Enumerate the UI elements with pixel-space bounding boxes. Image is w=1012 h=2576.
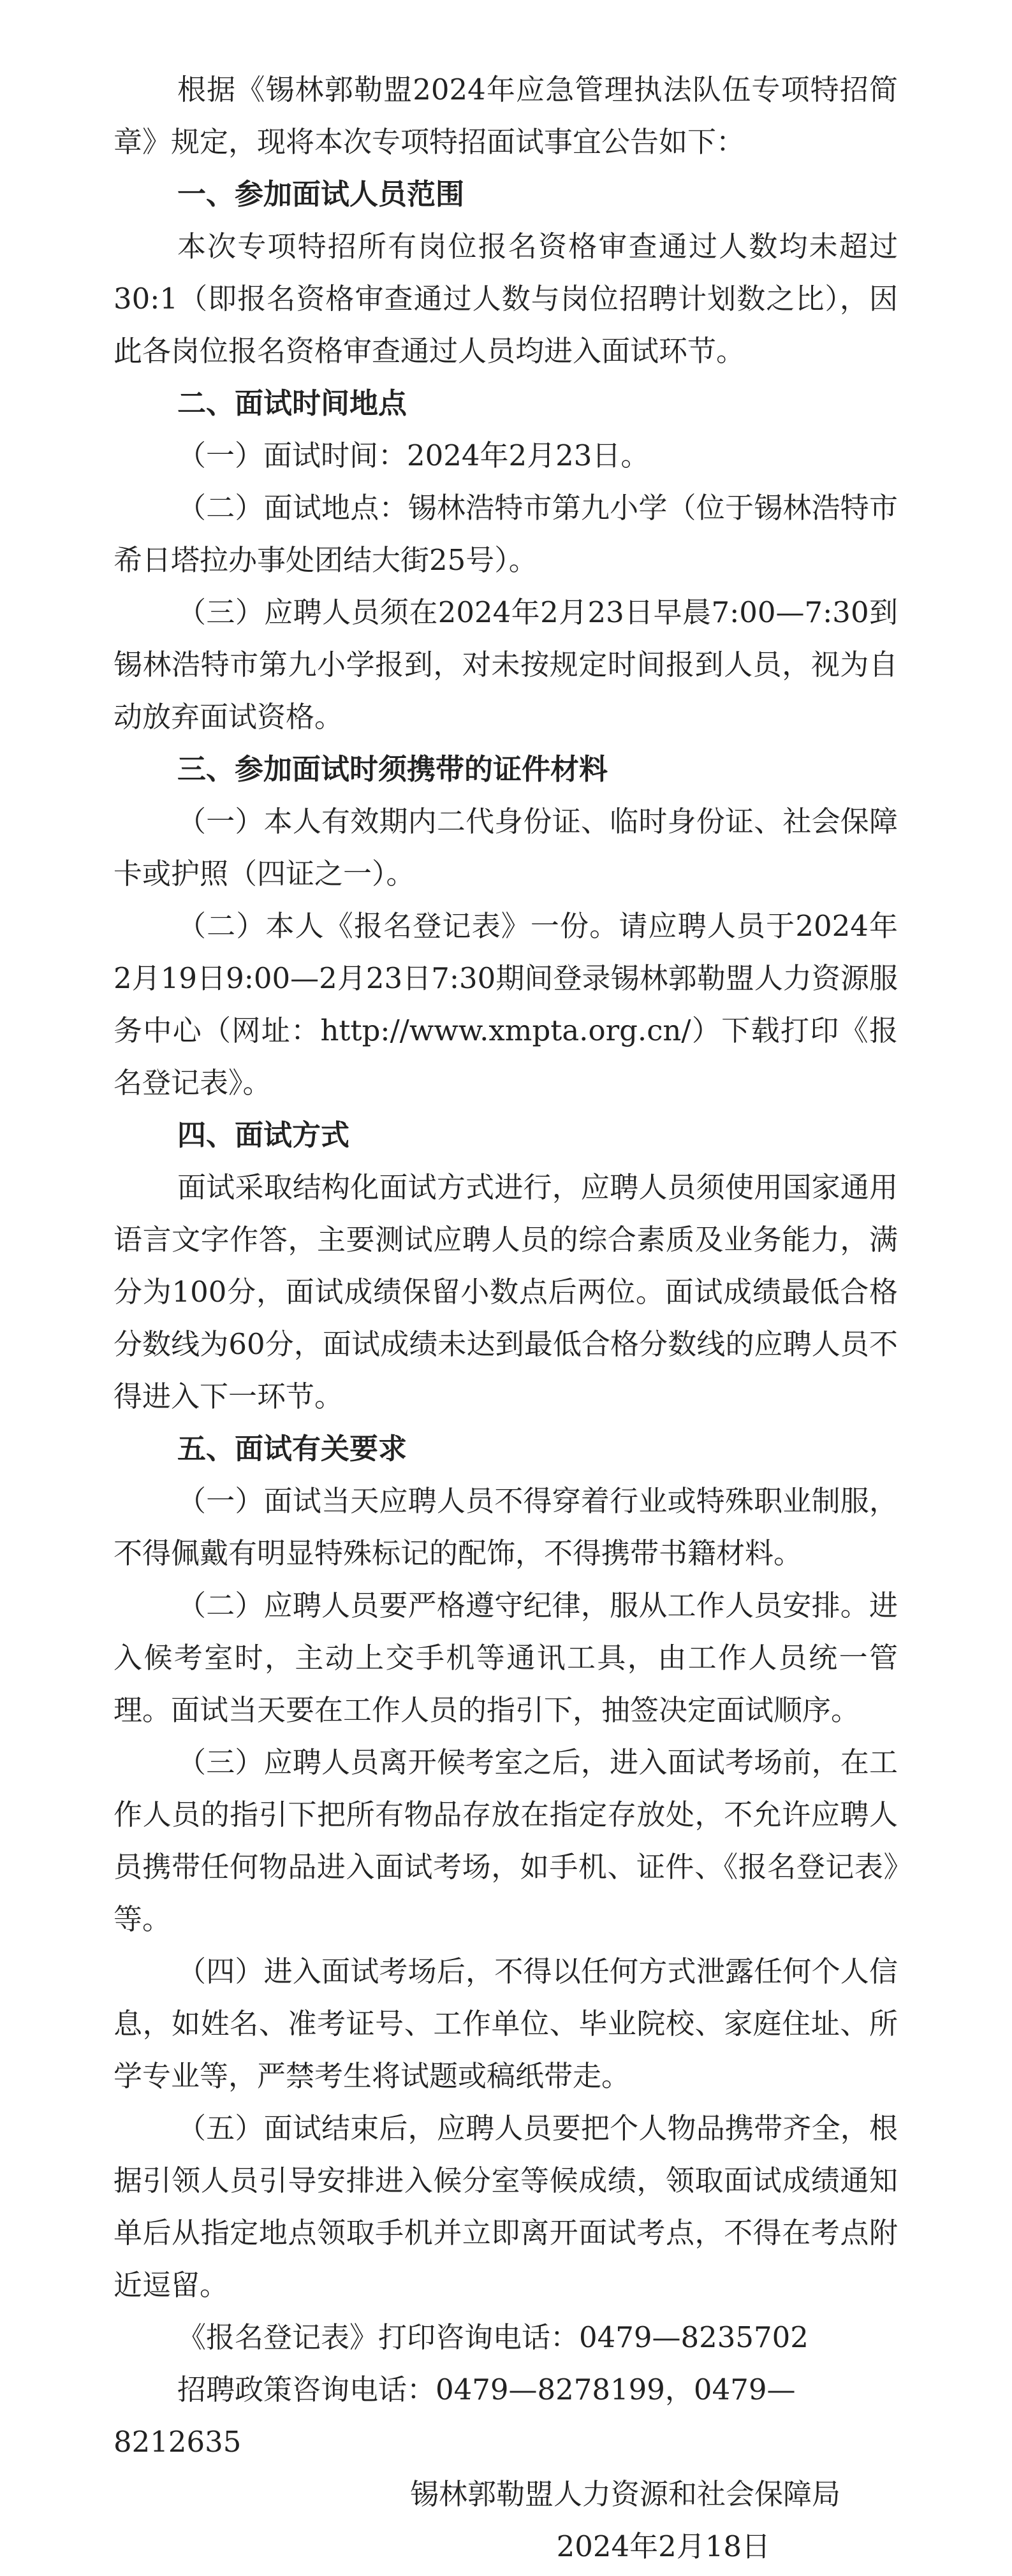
section-heading-scope: 一、参加面试人员范围 [177, 177, 465, 211]
section-heading-time-place: 二、面试时间地点 [177, 386, 407, 420]
issue-date: 2024年2月18日 [556, 2529, 770, 2563]
section-heading-requirements: 五、面试有关要求 [177, 1432, 407, 1466]
section-paragraph: （二）应聘人员要严格遵守纪律，服从工作人员安排。进入候考室时，主动上交手机等通讯工具，由工作人员统一管理。面试当天要在工作人员的指引下，抽签决定面试顺序。 [114, 1589, 898, 1727]
intro-paragraph: 根据《锡林郭勒盟2024年应急管理执法队伍专项特招简章》规定，现将本次专项特招面试事宜公告如下： [114, 73, 898, 159]
section-paragraph: （二）面试地点：锡林浩特市第九小学（位于锡林浩特市希日塔拉办事处团结大街25号）。 [114, 491, 898, 577]
issuing-organization: 锡林郭勒盟人力资源和社会保障局 [409, 2477, 840, 2511]
section-paragraph: （一）本人有效期内二代身份证、临时身份证、社会保障卡或护照（四证之一）。 [114, 804, 898, 891]
announcement-document [114, 64, 898, 2573]
section-paragraph: （三）应聘人员离开候考室之后，进入面试考场前，在工作人员的指引下把所有物品存放在指定存放处，不允许应聘人员携带任何物品进入面试考场，如手机、证件、《报名登记表》等。 [114, 1745, 898, 1936]
section-heading-documents: 三、参加面试时须携带的证件材料 [177, 752, 608, 786]
section-paragraph: （五）面试结束后，应聘人员要把个人物品携带齐全，根据引领人员引导安排进入候分室等候成绩，领取面试成绩通知单后从指定地点领取手机并立即离开面试考点，不得在考点附近逗留。 [114, 2111, 898, 2302]
print-contact-line: 《报名登记表》打印咨询电话：0479—8235702 [177, 2320, 809, 2354]
section-paragraph: （四）进入面试考场后，不得以任何方式泄露任何个人信息，如姓名、准考证号、工作单位、毕业院校、家庭住址、所学专业等，严禁考生将试题或稿纸带走。 [114, 1954, 898, 2093]
section-paragraph: 面试采取结构化面试方式进行，应聘人员须使用国家通用语言文字作答，主要测试应聘人员的综合素质及业务能力，满分为100分，面试成绩保留小数点后两位。面试成绩最低合格分数线为60分，面试成绩未达到最低合格分数线的应聘人员不得进入下一环节。 [114, 1170, 898, 1413]
section-paragraph: 本次专项特招所有岗位报名资格审查通过人数均未超过30:1（即报名资格审查通过人数与岗位招聘计划数之比），因此各岗位报名资格审查通过人员均进入面试环节。 [114, 229, 898, 368]
section-paragraph: （一）面试时间：2024年2月23日。 [177, 439, 650, 472]
section-heading-method: 四、面试方式 [177, 1118, 350, 1152]
section-paragraph: （三）应聘人员须在2024年2月23日早晨7:00—7:30到锡林浩特市第九小学报到，对未按规定时间报到人员，视为自动放弃面试资格。 [114, 595, 898, 734]
policy-contact-line: 招聘政策咨询电话：0479—8278199，0479—8212635 [114, 2373, 796, 2459]
section-paragraph: （二）本人《报名登记表》一份。请应聘人员于2024年2月19日9:00—2月23日7:30期间登录锡林郭勒盟人力资源服务中心（网址：http://www.xmpta.org.cn/）下载打印《报名登记表》。 [114, 909, 898, 1100]
section-paragraph: （一）面试当天应聘人员不得穿着行业或特殊职业制服，不得佩戴有明显特殊标记的配饰，不得携带书籍材料。 [114, 1484, 898, 1570]
